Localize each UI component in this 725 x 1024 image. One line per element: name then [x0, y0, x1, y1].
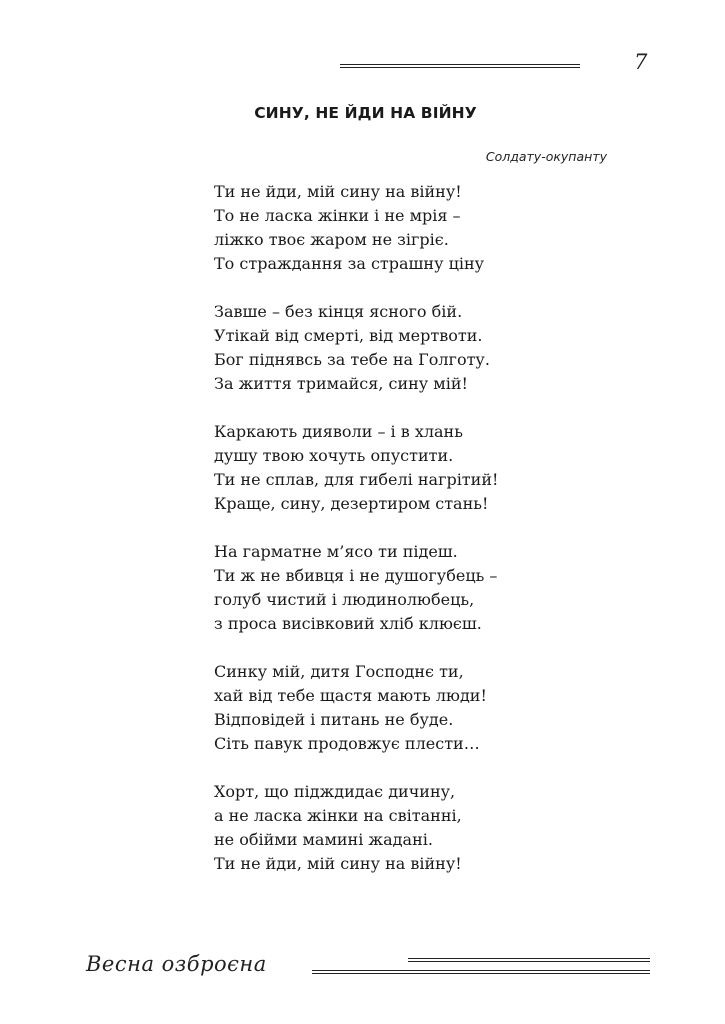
stanza-3 [214, 420, 634, 516]
poem-line: не обійми мамині жадані. [214, 830, 433, 849]
footer-rule-top [408, 958, 650, 962]
poem-line: а не ласка жінки на світанні, [214, 806, 462, 825]
stanza-5 [214, 660, 634, 756]
poem-line: Каркають дияволи – і в хлань [214, 422, 463, 441]
poem-line: з проса висівковий хліб клюєш. [214, 614, 482, 633]
poem-line: Ти не сплав, для гибелі нагрітий! [214, 470, 499, 489]
page-number: 7 [634, 50, 648, 74]
poem-line: За життя тримайся, сину мій! [214, 374, 468, 393]
poem-line: Ти не йди, мій сину на війну! [214, 854, 462, 873]
poem-line: Краще, сину, дезертиром стань! [214, 494, 489, 513]
poem-line: Завше – без кінця ясного бій. [214, 302, 463, 321]
poem-line: хай від тебе щастя мають люди! [214, 686, 487, 705]
poem-line: На гарматне м’ясо ти підеш. [214, 542, 458, 561]
stanza-1 [214, 180, 634, 276]
poem-line: То страждання за страшну ціну [214, 254, 485, 273]
poem-line: Сіть павук продовжує плести… [214, 734, 480, 753]
poem-line: Ти ж не вбивця і не душогубець – [214, 566, 498, 585]
poem-line: Бог піднявсь за тебе на Голготу. [214, 350, 490, 369]
poem-line: душу твою хочуть опустити. [214, 446, 454, 465]
poem-line: голуб чистий і людинолюбець, [214, 590, 475, 609]
stanza-6 [214, 780, 634, 876]
poem-dedication: Солдату-окупанту [485, 149, 607, 164]
poem-title: СИНУ, НЕ ЙДИ НА ВІЙНУ [254, 104, 477, 122]
poem-body [214, 180, 634, 900]
footer-rule-bottom [312, 970, 650, 974]
poem-line: Утікай від смерті, від мертвоти. [214, 326, 483, 345]
footer-book-title: Весна озброєна [86, 952, 267, 976]
poem-line: ліжко твоє жаром не зігріє. [214, 230, 449, 249]
stanza-2 [214, 300, 634, 396]
poem-line: Синку мій, дитя Господнє ти, [214, 662, 464, 681]
poem-line: Ти не йди, мій сину на війну! [214, 182, 462, 201]
stanza-4 [214, 540, 634, 636]
poem-line: Відповідей і питань не буде. [214, 710, 454, 729]
poem-line: Хорт, що підждидає дичину, [214, 782, 456, 801]
header-rule [340, 64, 580, 68]
poem-line: То не ласка жінки і не мрія – [214, 206, 461, 225]
